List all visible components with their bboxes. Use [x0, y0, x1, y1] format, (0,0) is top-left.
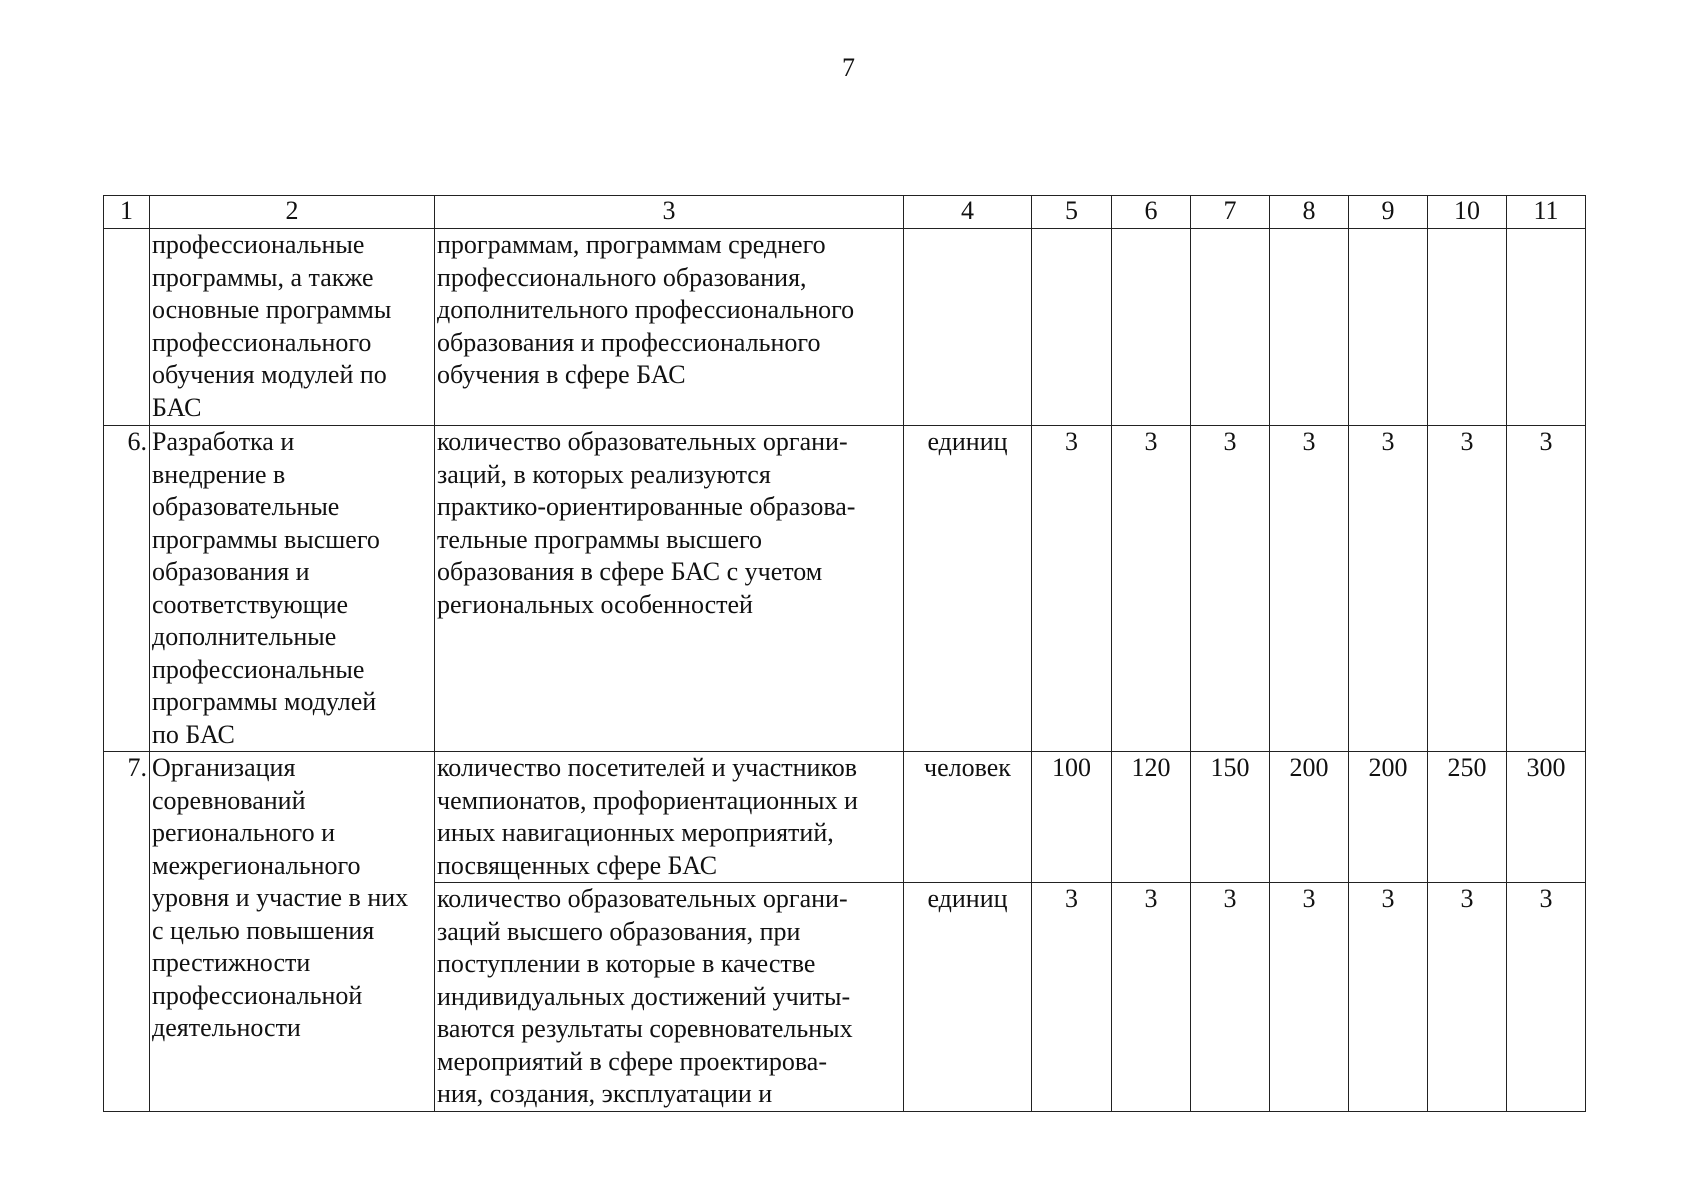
indicator-line: образования и профессионального	[437, 327, 821, 357]
indicator-line: поступлении в которые в качестве	[437, 949, 816, 978]
header-cell: 8	[1270, 196, 1349, 229]
measure-name-line: обучения модулей по	[152, 360, 387, 389]
value-cell: 3	[1191, 426, 1270, 752]
value-cell: 3	[1032, 883, 1112, 1112]
measure-name-line: регионального и	[152, 818, 335, 847]
indicator-line: чемпионатов, профориентационных и	[437, 785, 858, 815]
value-cell: 3	[1112, 883, 1191, 1112]
value-cell	[1428, 229, 1507, 426]
indicator-line: заций, в которых реализуются	[437, 459, 771, 489]
value-cell: 250	[1428, 752, 1507, 883]
value-cell: 3	[1112, 426, 1191, 752]
value-cell: 150	[1191, 752, 1270, 883]
indicator-line: профессионального образования,	[437, 262, 807, 292]
measure-name-line: по БАС	[152, 719, 235, 749]
indicator-line: количество образовательных органи-	[437, 884, 848, 913]
header-cell: 6	[1112, 196, 1191, 229]
indicator-line: ния, создания, эксплуатации и	[437, 1079, 773, 1108]
indicator-line: практико-ориентированные образова-	[437, 492, 856, 521]
header-cell: 4	[904, 196, 1032, 229]
value-cell	[1507, 229, 1586, 426]
indicator-line: посвященных сфере БАС	[437, 850, 718, 880]
header-cell: 11	[1507, 196, 1586, 229]
value-cell: 3	[1507, 426, 1586, 752]
value-cell	[1349, 229, 1428, 426]
indicator-line: обучения в сфере БАС	[437, 360, 686, 389]
indicator-line: образования в сфере БАС с учетом	[437, 557, 823, 586]
value-cell: 300	[1507, 752, 1586, 883]
measure-name-line: Разработка и	[152, 427, 295, 456]
value-cell: 200	[1349, 752, 1428, 883]
value-cell: 3	[1428, 426, 1507, 752]
value-cell: 3	[1507, 883, 1586, 1112]
measure-name-cell	[150, 752, 435, 1112]
value-cell	[1191, 229, 1270, 426]
value-cell	[1270, 229, 1349, 426]
indicator-cell	[435, 426, 904, 752]
measure-name-line: программы, а также	[152, 262, 374, 292]
value-cell: 3	[1349, 883, 1428, 1112]
table-row	[104, 229, 1586, 426]
measure-name-line: Организация	[152, 753, 296, 782]
measure-name-line: межрегионального	[152, 850, 361, 880]
column-number-row	[104, 196, 1586, 229]
measure-name-line: дополнительные	[152, 622, 337, 651]
indicator-line: ваются результаты соревновательных	[437, 1014, 853, 1043]
indicator-line: количество посетителей и участников	[437, 753, 858, 782]
indicator-line: индивидуальных достижений учиты-	[437, 981, 851, 1011]
measure-name-line: профессиональные	[152, 230, 365, 259]
measure-name-line: образования и	[152, 557, 310, 586]
value-cell: 100	[1032, 752, 1112, 883]
measure-name-cell	[150, 426, 435, 752]
unit-cell: единиц	[904, 426, 1032, 752]
header-cell: 2	[150, 196, 435, 229]
value-cell	[1032, 229, 1112, 426]
value-cell: 120	[1112, 752, 1191, 883]
page-number: 7	[842, 53, 855, 82]
header-cell: 3	[435, 196, 904, 229]
indicator-line: заций высшего образования, при	[437, 916, 801, 946]
measure-name-line: соответствующие	[152, 589, 349, 619]
header-cell: 7	[1191, 196, 1270, 229]
measure-name-line: образовательные	[152, 492, 340, 521]
header-cell: 10	[1428, 196, 1507, 229]
value-cell: 3	[1032, 426, 1112, 752]
value-cell: 3	[1349, 426, 1428, 752]
row-number: 6.	[104, 426, 150, 752]
value-cell: 3	[1270, 883, 1349, 1112]
indicator-line: тельные программы высшего	[437, 524, 763, 554]
header-cell: 5	[1032, 196, 1112, 229]
indicator-cell	[435, 883, 904, 1112]
indicator-line: программам, программам среднего	[437, 230, 826, 259]
indicator-line: региональных особенностей	[437, 589, 753, 619]
value-cell: 3	[1428, 883, 1507, 1112]
value-cell: 200	[1270, 752, 1349, 883]
unit-cell: единиц	[904, 883, 1032, 1112]
measure-name-line: профессионального	[152, 327, 372, 357]
measure-name-line: программы модулей	[152, 687, 377, 716]
measure-name-line: уровня и участие в них	[152, 883, 409, 912]
row-number: 7.	[104, 752, 150, 1112]
indicator-line: дополнительного профессионального	[437, 295, 855, 324]
indicator-cell	[435, 229, 904, 426]
measure-name-line: деятельности	[152, 1013, 301, 1042]
value-cell	[1112, 229, 1191, 426]
unit-cell: человек	[904, 752, 1032, 883]
table-row	[104, 426, 1586, 752]
value-cell: 3	[1270, 426, 1349, 752]
measure-name-line: основные программы	[152, 295, 392, 324]
measure-name-line: соревнований	[152, 785, 306, 815]
measure-name-line: внедрение в	[152, 459, 286, 489]
indicator-cell	[435, 752, 904, 883]
measure-name-line: программы высшего	[152, 524, 380, 554]
unit-cell	[904, 229, 1032, 426]
indicator-line: иных навигационных мероприятий,	[437, 818, 834, 847]
measure-name-cell	[150, 229, 435, 426]
measure-name-line: профессиональные	[152, 654, 365, 684]
indicator-line: мероприятий в сфере проектирова-	[437, 1046, 827, 1076]
header-cell: 1	[104, 196, 150, 229]
indicator-line: количество образовательных органи-	[437, 427, 848, 456]
table-row	[104, 752, 1586, 883]
indicators-table	[103, 195, 1586, 1112]
measure-name-line: БАС	[152, 392, 202, 422]
measure-name-line: профессиональной	[152, 980, 363, 1010]
measure-name-line: с целью повышения	[152, 915, 375, 945]
value-cell: 3	[1191, 883, 1270, 1112]
header-cell: 9	[1349, 196, 1428, 229]
row-number	[104, 229, 150, 426]
measure-name-line: престижности	[152, 948, 311, 977]
